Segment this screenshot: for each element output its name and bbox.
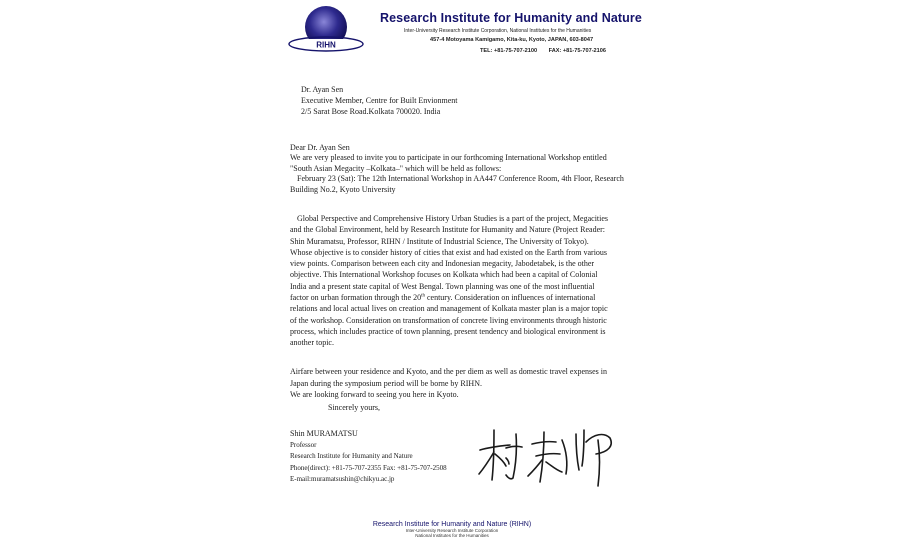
text-line: We are looking forward to seeing you here in Kyoto. — [290, 390, 459, 399]
footer-line: Inter-University Research Institute Corporation — [405, 528, 499, 533]
recipient-block — [301, 84, 458, 117]
text-line: India and a present state capital of West Bengal. Town planning was one of the most influential — [290, 281, 595, 291]
text-line: Building No.2, Kyoto University — [290, 184, 396, 194]
salutation: Dear Dr. Ayan Sen — [290, 143, 350, 152]
text-line: and the Global Environment, held by Research Institute for Humanity and Nature (Project Reader: — [290, 225, 606, 235]
text-line: We are very pleased to invite you to participate in our forthcoming International Workshop entitled — [290, 153, 607, 162]
text-line: view points. Comparison between each city and Indonesian megacity, Jabodetabek, is the other — [290, 259, 595, 269]
text-segment: century. Consideration on influences of international — [424, 293, 596, 303]
logo-text: RIHN — [316, 40, 336, 50]
closing: Sincerely yours, — [328, 403, 380, 412]
footer-line: National Institutes for the Humanities — [415, 533, 489, 538]
text-line: objective. This International Workshop focuses on Kolkata which had been a capital of Colonial — [290, 270, 598, 280]
text-segment: factor on urban formation through the 20 — [290, 293, 422, 303]
text-line: February 23 (Sat): The 12th International Workshop in AA447 Conference Room, 4th Floor, Research — [297, 174, 624, 183]
recipient-title: Executive Member, Centre for Built Envionment — [301, 96, 458, 105]
project-paragraph — [290, 213, 620, 349]
letter-footer — [330, 521, 574, 538]
signer-phone: Phone(direct): +81-75-707-2355 Fax: +81-75-707-2508 — [290, 463, 447, 472]
signer-block — [290, 428, 447, 486]
text-line: Shin Muramatsu, Professor, RIHN / Institute of Industrial Science, The University of Tokyo). — [290, 236, 589, 246]
signer-name: Shin MURAMATSU — [290, 429, 358, 438]
org-contact — [480, 48, 616, 54]
handwritten-signature — [476, 420, 616, 488]
org-name: Research Institute for Humanity and Nature — [380, 11, 642, 25]
superscript: th — [421, 293, 425, 299]
text-line: Whose objective is to consider history of cities that exist and had existed on the Earth from various — [290, 247, 608, 257]
text-line: another topic. — [290, 338, 334, 348]
org-subtitle: Inter-University Research Institute Corporation, National Institutes for the Humanities — [404, 28, 592, 34]
text-line: Japan during the symposium period will be borne by RIHN. — [290, 378, 482, 388]
recipient-name: Dr. Ayan Sen — [301, 85, 344, 94]
text-line — [290, 292, 620, 303]
rihn-logo — [287, 4, 365, 56]
org-fax: FAX: +81-75-707-2106 — [548, 48, 606, 54]
text-line: Global Perspective and Comprehensive History Urban Studies is a part of the project, Megacities — [297, 214, 609, 223]
text-line: "South Asian Megacity –Kolkata–" which will be held as follows: — [290, 163, 502, 173]
invitation-paragraph — [290, 153, 624, 195]
signer-org: Research Institute for Humanity and Nature — [290, 452, 413, 460]
recipient-address: 2/5 Sarat Bose Road.Kolkata 700020. India — [301, 107, 441, 116]
expenses-paragraph — [290, 366, 620, 401]
text-line: process, which includes practice of town planning, present tendency and biological environment is — [290, 326, 606, 336]
text-line: Airfare between your residence and Kyoto, and the per diem as well as domestic travel expenses in — [290, 367, 607, 376]
text-line: relations and local actual lives on creation and management of Kolkata master plan is a major topic — [290, 304, 608, 314]
footer-org: Research Institute for Humanity and Nature (RIHN) — [372, 521, 532, 528]
text-line: of the workshop. Consideration on transformation of concrete living environments through historic — [290, 315, 607, 325]
signer-email: E-mail:muramatsushin@chikyu.ac.jp — [290, 475, 395, 483]
signer-title: Professor — [290, 440, 317, 449]
org-tel: TEL: +81-75-707-2100 — [480, 48, 538, 54]
org-address: 457-4 Motoyama Kamigamo, Kita-ku, Kyoto, JAPAN, 603-8047 — [430, 37, 594, 43]
